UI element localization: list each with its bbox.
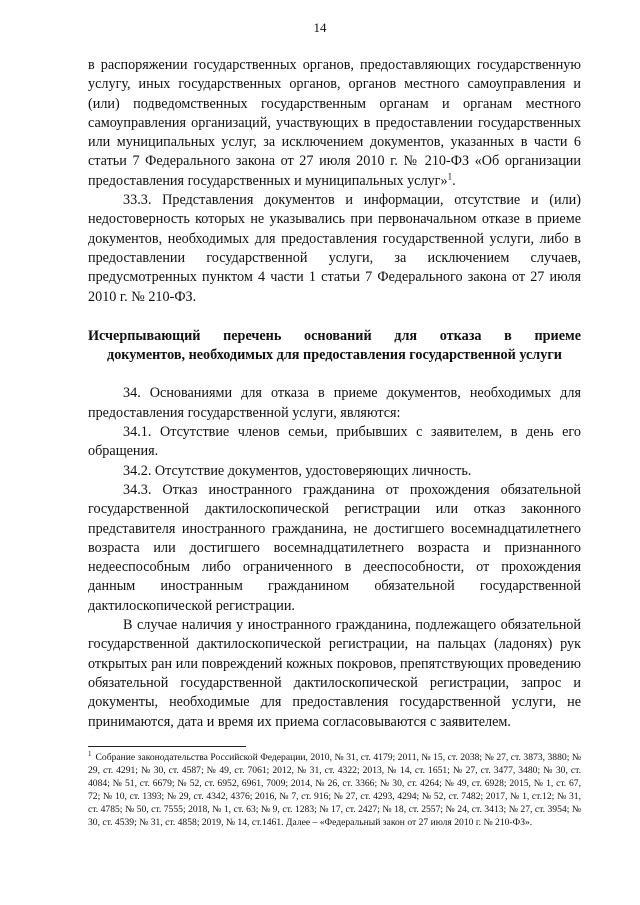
paragraph-34-2: 34.2. Отсутствие документов, удостоверяющих личность. [123, 462, 472, 479]
page-number: 14 [313, 20, 327, 35]
footnote-reference[interactable]: 1 [447, 171, 453, 182]
paragraph-34-1: 34.1. Отсутствие членов семьи, прибывших с заявителем, в день его обращения. [88, 424, 581, 460]
footnotes [88, 749, 581, 829]
paragraph-34-3: 34.3. Отказ иностранного гражданина от прохождения обязательной государственной дактилоскопической регистрации или отказ законного представителя иностранного гражданина, не достигшего восемнадцатилетнего возраста или достигшего восемнадцатилетнего возраста и признанного недееспособным либо ограниченного в дееспособности, от прохождения данным иностранным гражданином обязательной государственной дактилоскопической регистрации. [88, 481, 581, 614]
document-body [88, 56, 581, 732]
section-heading [88, 327, 581, 366]
paragraph-34: 34. Основаниями для отказа в приеме документов, необходимых для предоставления государственной услуги, являются: [88, 385, 581, 421]
footnote-mark: 1 [88, 749, 92, 758]
paragraph-text: в распоряжении государственных органов, предоставляющих государственную услугу, иных государственных органов, органов местного самоуправления и (или) подведомственных государственным органам и органам местного самоуправления организаций, участвующих в предоставлении государственных или муниципальных услуг, за исключением документов, указанных в части 6 статьи 7 Федерального закона от 27 июля 2010 г. № 210-ФЗ «Об организации предоставления государственных и муниципальных услуг» [88, 57, 581, 189]
footnote-text: Собрание законодательства Российской Федерации, 2010, № 31, ст. 4179; 2011, № 15, ст. 2038; № 27, ст. 3873, 3880; № 29, ст. 4291; № 30, ст. 4587; № 49, ст. 7061; 2012, № 31, ст. 4322; 2013, № 14, ст. 1651; № 27, ст. 3477, 3480; № 30, ст. 4084; № 51, ст. 6679; № 52, ст. 6952, 6961, 7009; 2014, № 26, ст. 3366; № 30, ст. 4264; № 49, ст. 6928; 2015, № 1, ст. 67, 72; № 10, ст. 1393; № 29, ст. 4342, 4376; 2016, № 7, ст. 916; № 27, ст. 4293, 4294; № 52, ст. 7482; 2017, № 1, ст.12; № 31, ст. 4785; № 50, ст. 7555; 2018, № 1, ст. 63; № 9, ст. 1283; № 17, ст. 2427; № 18, ст. 2557; № 24, ст. 3413; № 27, ст. 3954; № 30, ст. 4539; № 31, ст. 4858; 2019, № 14, ст.1461. Далее – «Федеральный закон от 27 июля 2010 г. № 210-ФЗ». [88, 752, 581, 828]
paragraph-continuation [88, 56, 581, 191]
paragraph-33-3: 33.3. Представления документов и информации, отсутствие и (или) недостоверность которых не указывались при первоначальном отказе в приеме документов, необходимых для предоставления государственной услуги, либо в предоставлении государственной услуги, за исключением случаев, предусмотренных пунктом 4 части 1 статьи 7 Федерального закона от 27 июля 2010 г. № 210-ФЗ. [88, 192, 581, 305]
section-heading-line-2: документов, необходимых для предоставления государственной услуги [107, 347, 562, 364]
paragraph-fingerprint-case: В случае наличия у иностранного гражданина, подлежащего обязательной государственной дактилоскопической регистрации, на пальцах (ладонях) рук открытых ран или повреждений кожных покровов, препятствующих проведению обязательной государственной дактилоскопической регистрации, запрос и документы, необходимые для предоставления государственной услуги, не принимаются, дата и время их приема согласовываются с заявителем. [88, 617, 581, 730]
paragraph-tail: . [452, 172, 456, 189]
section-heading-line-1: Исчерпывающий перечень оснований для отказа в приеме [88, 327, 581, 344]
spacer [88, 307, 581, 327]
footnote-separator [88, 746, 246, 747]
footnote-1 [88, 749, 581, 829]
spacer [88, 365, 581, 384]
